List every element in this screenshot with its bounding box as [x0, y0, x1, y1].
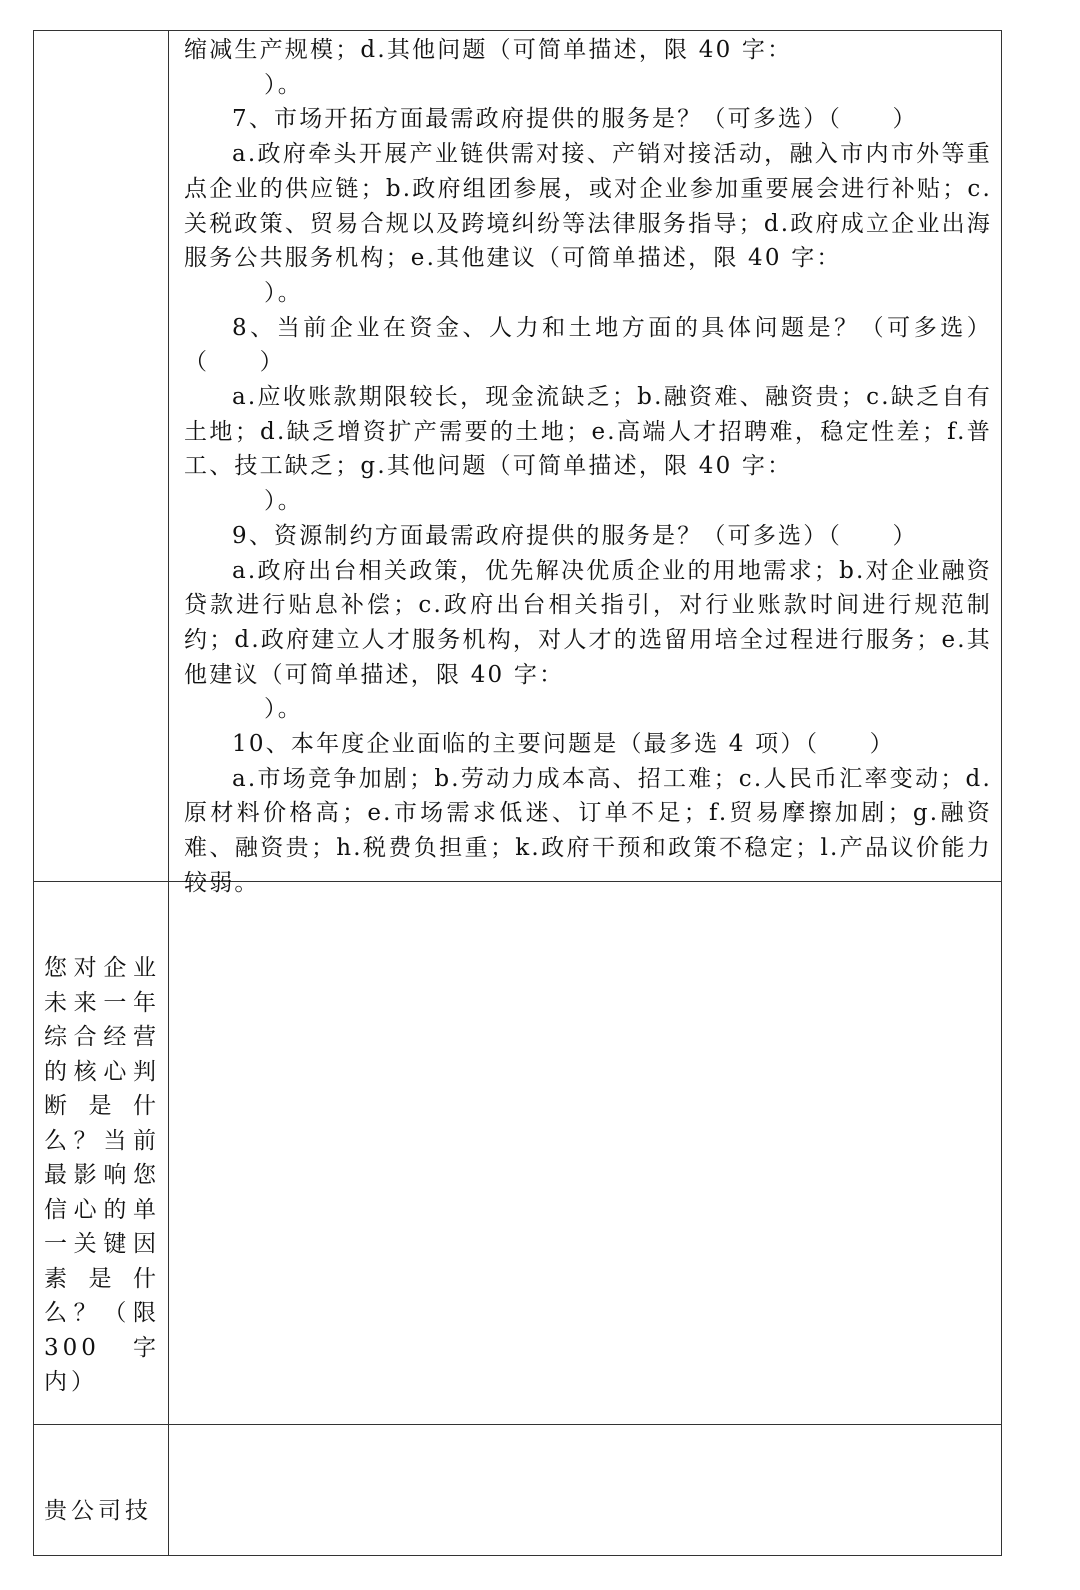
q8-answer-close: ）。	[264, 488, 303, 515]
core-judgement-label: 您对企业未来一年综合经营的核心判断是什么？当前最影响您信心的单一关键因素是什么？（限 300 字内）	[44, 955, 160, 1395]
survey-table	[33, 30, 1002, 1556]
q10-question: 10、本年度企业面临的主要问题是（最多选 4 项）（ ）	[232, 731, 895, 758]
column-divider	[168, 31, 169, 1555]
core-judgement-answer-cell[interactable]	[170, 883, 1001, 1423]
q10-options: a.市场竞争加剧；b.劳动力成本高、招工难；c.人民币汇率变动；d.原材料价格高；e.市场需求低迷、订单不足；f.贸易摩擦加剧；g.融资难、融资贵；h.税费负担重；k.政府干预和政策不稳定；l.产品议价能力较弱。	[184, 765, 992, 896]
questions-cell	[184, 33, 992, 901]
technology-answer-cell[interactable]	[170, 1426, 1001, 1555]
q9-question: 9、资源制约方面最需政府提供的服务是？（可多选）（ ）	[232, 522, 918, 549]
q8-options: a.应收账款期限较长，现金流缺乏；b.融资难、融资贵；c.缺乏自有土地；d.缺乏增资扩产需要的土地；e.高端人才招聘难，稳定性差；f.普工、技工缺乏；g.其他问题（可简单描述，限 40 字：	[184, 384, 992, 480]
q9-options: a.政府出台相关政策，优先解决优质企业的用地需求；b.对企业融资贷款进行贴息补偿；c.政府出台相关指引，对行业账款时间进行规范制约；d.政府建立人才服务机构，对人才的选留用培全过程进行服务；e.其他建议（可简单描述，限 40 字：	[184, 557, 992, 688]
technology-label: 贵公司技	[44, 1498, 152, 1524]
q7-question: 7、市场开拓方面最需政府提供的服务是？（可多选）（ ）	[232, 106, 918, 133]
row-divider	[34, 1424, 1001, 1425]
q7-answer-close: ）。	[264, 279, 303, 306]
q9-answer-close: ）。	[264, 696, 303, 723]
q6-answer-close: ）。	[264, 71, 303, 98]
q6-tail-text: 缩减生产规模；d.其他问题（可简单描述，限 40 字：	[184, 37, 793, 63]
q7-options: a.政府牵头开展产业链供需对接、产销对接活动，融入市内市外等重点企业的供应链；b.政府组团参展，或对企业参加重要展会进行补贴；c.关税政策、贸易合规以及跨境纠纷等法律服务指导；d.政府成立企业出海服务公共服务机构；e.其他建议（可简单描述，限 40 字：	[184, 141, 992, 272]
q8-question: 8、当前企业在资金、人力和土地方面的具体问题是？（可多选）（ ）	[184, 314, 992, 376]
